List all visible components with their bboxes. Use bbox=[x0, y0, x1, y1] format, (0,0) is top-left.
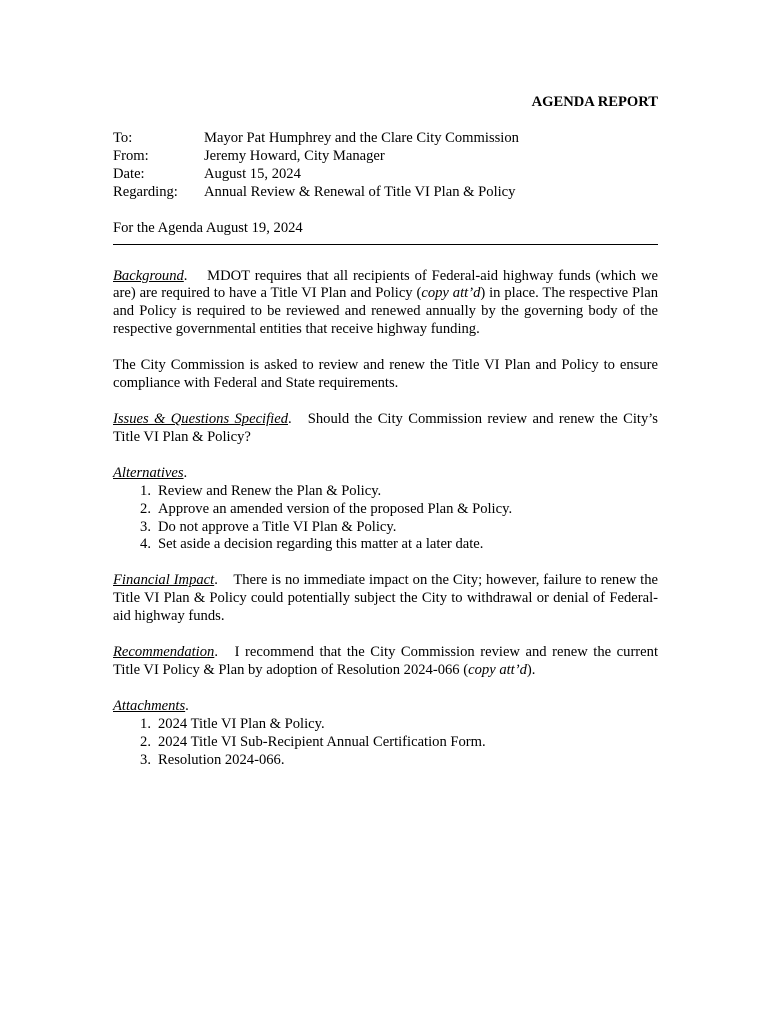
list-item-text: Review and Renew the Plan & Policy. bbox=[158, 482, 382, 499]
recommendation-heading: Recommendation bbox=[113, 644, 215, 661]
horizontal-divider bbox=[113, 244, 658, 245]
recommendation-paragraph: Recommendation. I recommend that the City Commission review and renew the current Title VI Policy & Plan by adoption of Resolution 2024-066 (copy att’d). bbox=[113, 644, 658, 678]
list-item bbox=[113, 519, 658, 537]
agenda-date-line: For the Agenda August 19, 2024 bbox=[113, 219, 303, 236]
list-item-number: 4. bbox=[140, 536, 151, 553]
regarding-label: Regarding: bbox=[113, 183, 178, 200]
list-item bbox=[113, 752, 658, 770]
attachments-heading: Attachments bbox=[113, 697, 186, 714]
alternatives-heading-line: Alternatives. bbox=[113, 464, 188, 481]
background-copy-attached: copy att’d bbox=[421, 285, 481, 302]
list-item bbox=[113, 734, 658, 752]
recommendation-copy-attached: copy att’d bbox=[468, 661, 527, 678]
recommendation-text-start: I recommend that the City Commission review and renew the current Title VI Policy & Plan by adoption of Resolution 2024-066 ( bbox=[113, 644, 658, 678]
background-text-end: ) in place. The respective Plan and Policy is required to be reviewed and renewed annually by the governing body of the respective governmental entities that receive highway funding. bbox=[113, 285, 658, 338]
list-item bbox=[113, 716, 658, 734]
list-item-text: Approve an amended version of the proposed Plan & Policy. bbox=[158, 500, 513, 517]
list-item-number: 3. bbox=[140, 751, 151, 768]
list-item-text: 2024 Title VI Sub-Recipient Annual Certification Form. bbox=[158, 733, 486, 750]
to-value: Mayor Pat Humphrey and the Clare City Commission bbox=[204, 130, 519, 146]
memo-row-to bbox=[113, 130, 658, 148]
alternatives-section bbox=[113, 465, 658, 555]
list-item-text: Resolution 2024-066. bbox=[158, 751, 285, 768]
alternatives-heading: Alternatives bbox=[113, 464, 184, 481]
from-value: Jeremy Howard, City Manager bbox=[204, 147, 385, 164]
attachments-heading-line: Attachments. bbox=[113, 697, 189, 714]
document-title: AGENDA REPORT bbox=[531, 94, 658, 110]
to-label: To: bbox=[113, 130, 133, 146]
list-item-text: 2024 Title VI Plan & Policy. bbox=[158, 715, 325, 732]
attachments-section bbox=[113, 698, 658, 770]
list-item-number: 2. bbox=[140, 500, 151, 517]
background-paragraph: Background. MDOT requires that all recipients of Federal-aid highway funds (which we are) are required to have a Title VI Plan and Policy (copy att’d) in place. The respective Plan and Policy is required to be reviewed and renewed annually by the governing body of the respective governmental entities that receive highway funding. bbox=[113, 267, 658, 338]
background-text-start: MDOT requires that all recipients of Federal-aid highway funds (which we are) are required to have a Title VI Plan and Policy ( bbox=[113, 267, 658, 302]
list-item-text: Do not approve a Title VI Plan & Policy. bbox=[158, 518, 397, 535]
list-item-text: Set aside a decision regarding this matter at a later date. bbox=[158, 536, 484, 553]
list-item bbox=[113, 483, 658, 501]
list-item-number: 1. bbox=[140, 715, 151, 732]
list-item bbox=[113, 536, 658, 554]
list-item-number: 2. bbox=[140, 733, 151, 750]
recommendation-text-end: ). bbox=[526, 661, 536, 678]
regarding-value: Annual Review & Renewal of Title VI Plan & Policy bbox=[204, 183, 516, 200]
background-heading: Background bbox=[113, 267, 184, 284]
issues-heading: Issues & Questions Specified bbox=[113, 410, 288, 427]
issues-paragraph: Issues & Questions Specified. Should the City Commission review and renew the City’s Title VI Plan & Policy? bbox=[113, 410, 658, 445]
financial-impact-heading: Financial Impact bbox=[113, 572, 215, 589]
list-item bbox=[113, 501, 658, 519]
agenda-report-page bbox=[113, 94, 658, 769]
alternatives-list bbox=[113, 483, 658, 555]
memo-row-from bbox=[113, 148, 658, 166]
financial-impact-paragraph: Financial Impact. There is no immediate impact on the City; however, failure to renew the Title VI Plan & Policy could potentially subject the City to withdrawal or denial of Federal-aid highway funds. bbox=[113, 572, 659, 625]
memo-row-date bbox=[113, 166, 658, 184]
financial-impact-text: There is no immediate impact on the City; however, failure to renew the Title VI Plan & Policy could potentially subject the City to withdrawal or denial of Federal-aid highway funds. bbox=[113, 572, 659, 625]
commission-paragraph: The City Commission is asked to review and renew the Title VI Plan and Policy to ensure compliance with Federal and State requirements. bbox=[113, 357, 658, 392]
date-label: Date: bbox=[113, 165, 145, 182]
list-item-number: 1. bbox=[140, 482, 151, 499]
attachments-list bbox=[113, 716, 658, 770]
from-label: From: bbox=[113, 147, 149, 164]
memo-row-regarding bbox=[113, 184, 658, 202]
list-item-number: 3. bbox=[140, 518, 151, 535]
issues-text: Should the City Commission review and renew the City’s Title VI Plan & Policy? bbox=[113, 410, 658, 445]
memo-header bbox=[113, 130, 658, 202]
date-value: August 15, 2024 bbox=[204, 165, 301, 182]
